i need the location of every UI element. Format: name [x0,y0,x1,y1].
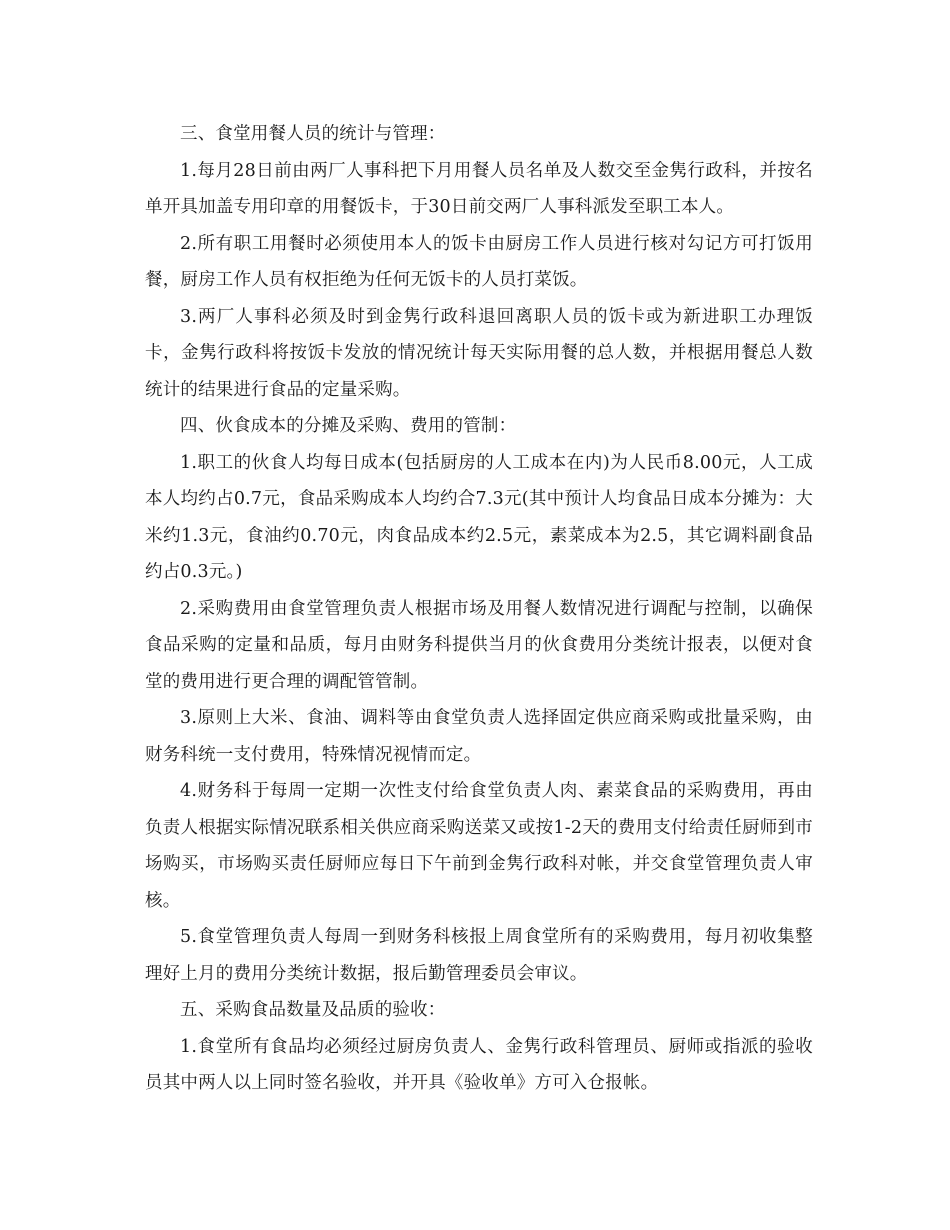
paragraph-4-4: 4.财务科于每周一定期一次性支付给食堂负责人肉、素菜食品的采购费用，再由负责人根据实际情况联系相关供应商采购送菜又或按1-2天的费用支付给责任厨师到市场购买，市场购买责任厨师应每日下午前到金隽行政科对帐，并交食堂管理负责人审核。 [145,781,813,911]
paragraph-4-3: 3.原则上大米、食油、调料等由食堂负责人选择固定供应商采购或批量采购，由财务科统一支付费用，特殊情况视情而定。 [145,708,813,765]
paragraph-5-1: 1.食堂所有食品均必须经过厨房负责人、金隽行政科管理员、厨师或指派的验收员其中两人以上同时签名验收，并开具《验收单》方可入仓报帐。 [145,1036,813,1093]
paragraph-4-5: 5.食堂管理负责人每周一到财务科核报上周食堂所有的采购费用，每月初收集整理好上月的费用分类统计数据，报后勤管理委员会审议。 [145,927,813,984]
paragraph-3-2: 2.所有职工用餐时必须使用本人的饭卡由厨房工作人员进行核对勾记方可打饭用餐，厨房工作人员有权拒绝为任何无饭卡的人员打菜饭。 [145,233,813,290]
paragraph-3-1: 1.每月28日前由两厂人事科把下月用餐人员名单及人数交至金隽行政科，并按名单开具加盖专用印章的用餐饭卡，于30日前交两厂人事科派发至职工本人。 [145,160,813,217]
section-heading-4: 四、伙食成本的分摊及采购、费用的管制： [180,416,517,436]
section-heading-5: 五、采购食品数量及品质的验收： [180,1000,446,1020]
paragraph-3-3: 3.两厂人事科必须及时到金隽行政科退回离职人员的饭卡或为新进职工办理饭卡，金隽行政科将按饭卡发放的情况统计每天实际用餐的总人数，并根据用餐总人数统计的结果进行食品的定量采购。 [145,306,813,400]
section-heading-3: 三、食堂用餐人员的统计与管理： [180,124,446,144]
paragraph-4-1: 1.职工的伙食人均每日成本(包括厨房的人工成本在内)为人民币8.00元，人工成本人均约占0.7元，食品采购成本人均约合7.3元(其中预计人均食品日成本分摊为：大米约1.3元，食油约0.70元，肉食品成本约2.5元，素菜成本为2.5，其它调料副食品约占0.3元。) [145,452,813,582]
document-body [145,116,813,1102]
paragraph-4-2: 2.采购费用由食堂管理负责人根据市场及用餐人数情况进行调配与控制，以确保食品采购的定量和品质，每月由财务科提供当月的伙食费用分类统计报表，以便对食堂的费用进行更合理的调配管管制。 [145,598,813,692]
